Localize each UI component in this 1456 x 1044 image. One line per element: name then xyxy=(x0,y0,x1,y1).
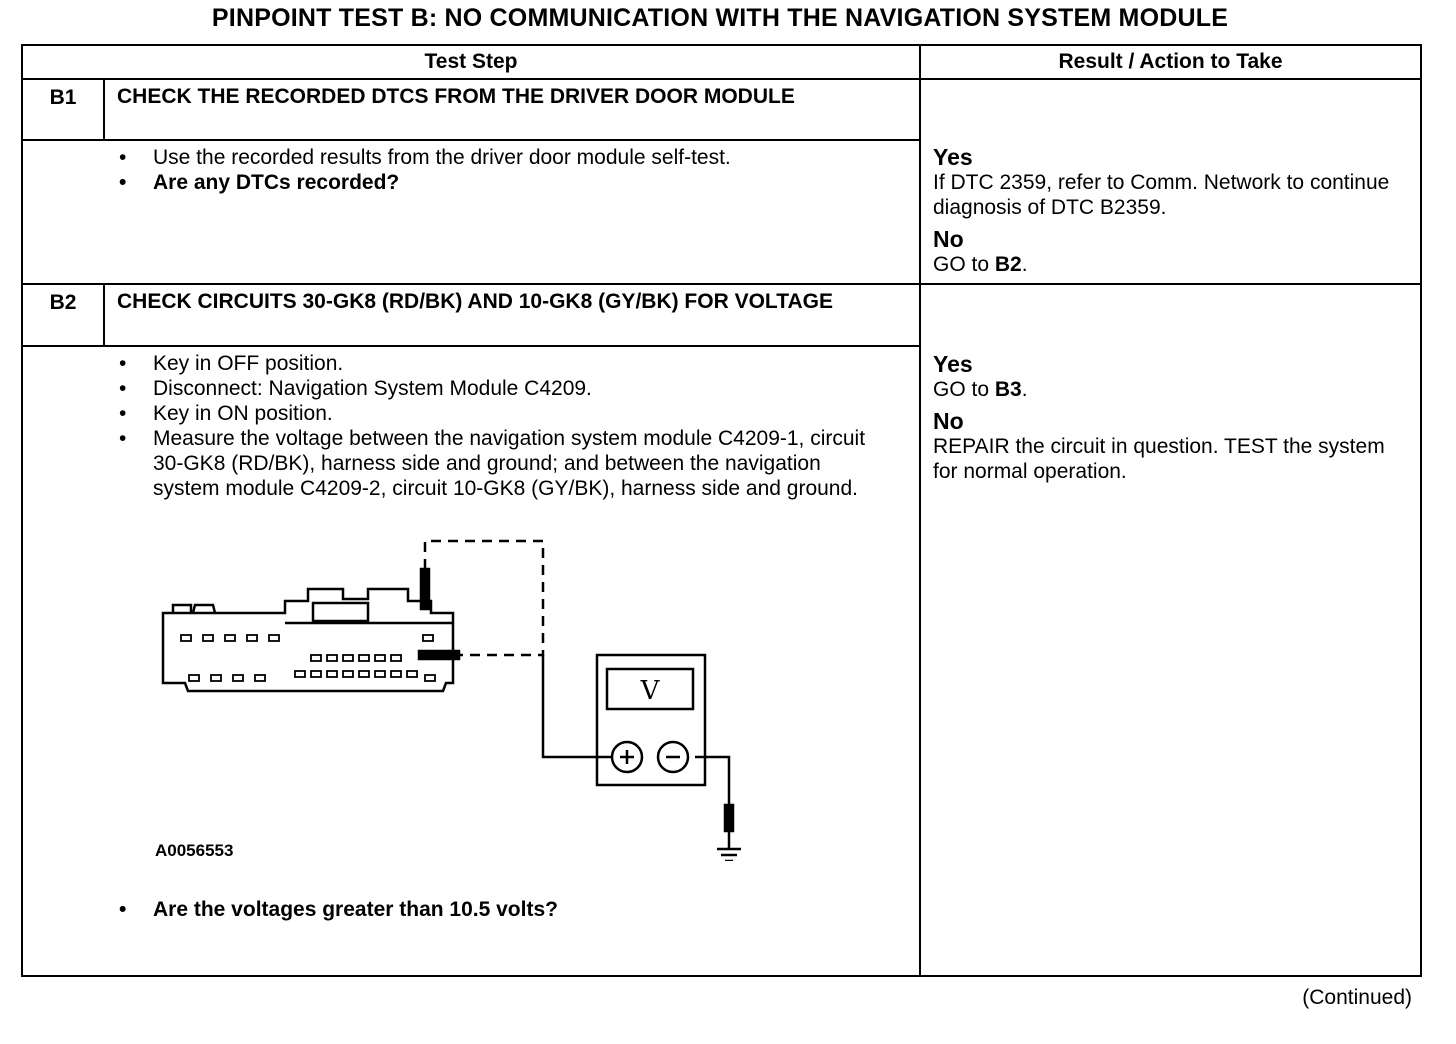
ground-probe xyxy=(725,805,733,831)
step-id: B1 xyxy=(22,79,104,140)
continued-label: (Continued) xyxy=(1302,986,1412,1009)
page-title: PINPOINT TEST B: NO COMMUNICATION WITH THE NAVIGATION SYSTEM MODULE xyxy=(211,4,1229,32)
yes-text: If DTC 2359, refer to Comm. Network to continue diagnosis of DTC B2359. xyxy=(933,171,1390,219)
header-test-step: Test Step xyxy=(22,45,920,79)
bullet-item: • Disconnect: Navigation System Module C4209. xyxy=(105,376,883,401)
step-name: CHECK THE RECORDED DTCS FROM THE DRIVER DOOR MODULE xyxy=(104,79,920,140)
no-ref: B2 xyxy=(994,253,1022,276)
bullet-item: • Use the recorded results from the driver door module self-test. xyxy=(105,145,919,170)
voltmeter-label: V xyxy=(640,676,660,706)
probe-2 xyxy=(419,651,459,659)
no-label: No xyxy=(933,226,964,252)
header-result: Result / Action to Take xyxy=(920,45,1421,79)
step-b2-result xyxy=(920,284,1421,976)
yes-ref: B3 xyxy=(994,378,1022,401)
ground-icon xyxy=(717,831,741,861)
no-suffix: . xyxy=(1021,253,1028,276)
step-b1-body xyxy=(22,140,920,284)
bullet-item: • Measure the voltage between the navigation system module C4209-1, circuit 30-GK8 (RD/BK), harness side and ground; and between the navigation system module C4209-2, circuit 10-GK8 (GY/BK), harness side and ground. xyxy=(105,426,883,501)
step-b2-body xyxy=(22,346,920,976)
connector-voltmeter-illustration xyxy=(23,501,839,861)
no-text: REPAIR the circuit in question. TEST the system for normal operation. xyxy=(933,435,1385,483)
bullet-question: • Are the voltages greater than 10.5 volts? xyxy=(105,897,919,922)
table-header-row xyxy=(22,45,1421,79)
yes-prefix: GO to xyxy=(933,378,995,401)
step-b2-title-row xyxy=(22,284,1421,346)
step-name: CHECK CIRCUITS 30-GK8 (RD/BK) AND 10-GK8 (GY/BK) FOR VOLTAGE xyxy=(104,284,920,346)
dashed-lead xyxy=(425,541,543,655)
bullet-question: • Are any DTCs recorded? xyxy=(105,170,919,195)
figure-id: A0056553 xyxy=(155,841,234,860)
bullet-item: • Key in ON position. xyxy=(105,401,883,426)
step-id: B2 xyxy=(22,284,104,346)
no-prefix: GO to xyxy=(933,253,995,276)
voltmeter xyxy=(597,655,705,785)
no-label: No xyxy=(933,408,964,434)
step-b1-title-row xyxy=(22,79,1421,140)
bullet-item: • Key in OFF position. xyxy=(105,351,883,376)
yes-suffix: . xyxy=(1021,378,1028,401)
step-b1-result xyxy=(920,79,1421,284)
connector-pins xyxy=(181,635,435,681)
probe-1 xyxy=(421,569,429,609)
voltage-test-diagram xyxy=(23,501,919,891)
yes-label: Yes xyxy=(933,351,973,377)
yes-label: Yes xyxy=(933,144,973,170)
positive-lead xyxy=(543,655,611,757)
pinpoint-test-table xyxy=(21,44,1422,977)
